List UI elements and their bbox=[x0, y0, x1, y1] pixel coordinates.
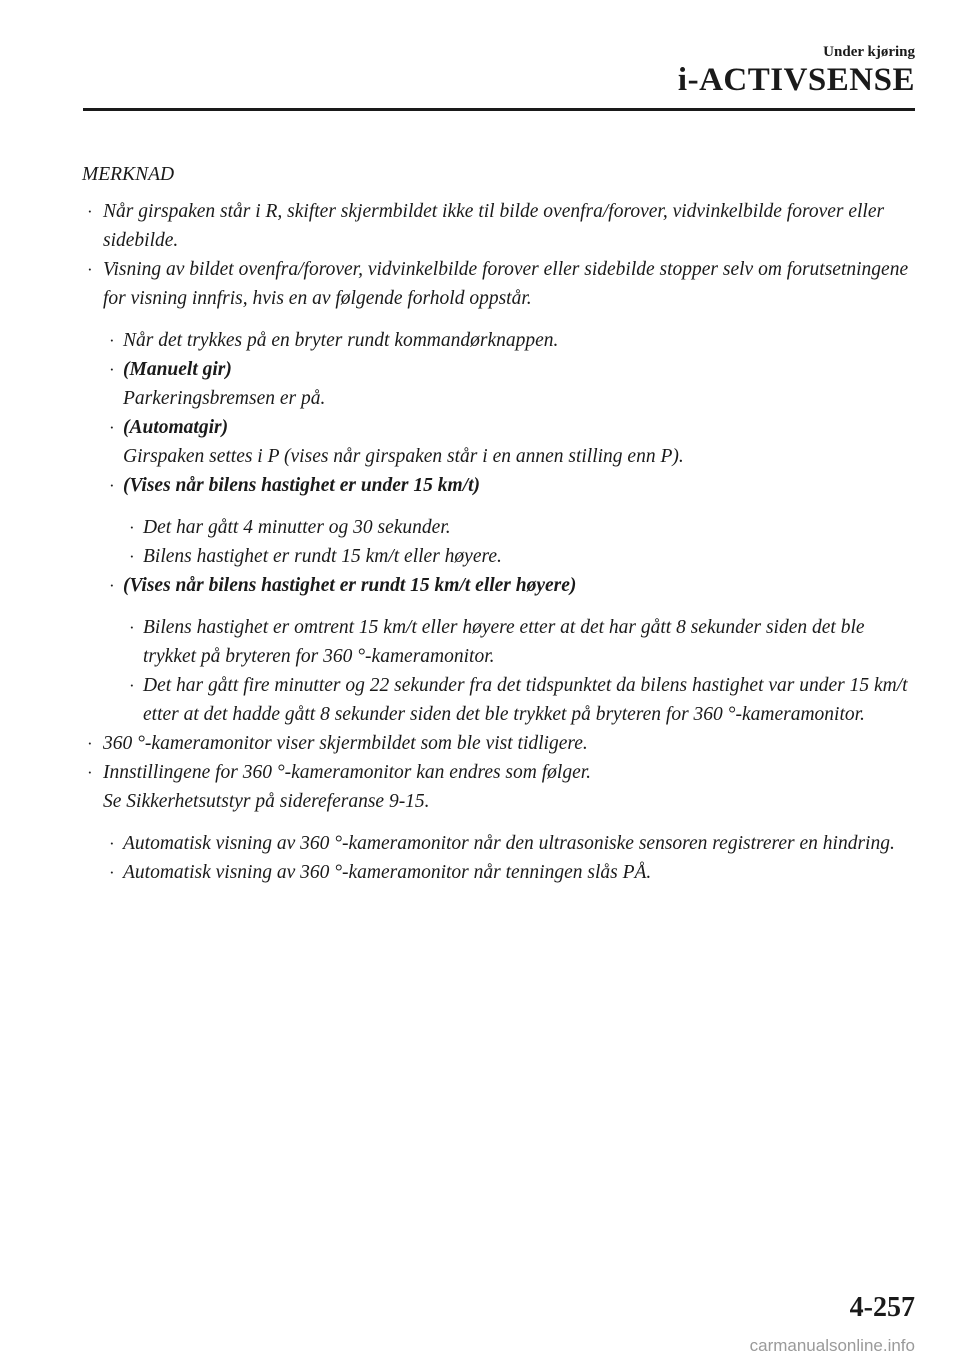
note-box bbox=[82, 160, 912, 887]
page-number: 4-257 bbox=[849, 1292, 915, 1323]
bullet-icon: · bbox=[109, 576, 115, 595]
list-item: · (Manuelt gir) Parkeringsbremsen er på. bbox=[82, 355, 912, 413]
list-item bbox=[82, 471, 912, 500]
item-title: (Automatgir) bbox=[123, 417, 229, 438]
list-item: · Innstillingene for 360 °-kameramonitor kan endres som følger. Se Sikkerhetsutstyr på sidereferanse 9-15. bbox=[82, 758, 912, 816]
page-title: i-ACTIVSENSE bbox=[677, 62, 915, 98]
bullet-icon: · bbox=[109, 360, 115, 379]
bullet-icon: · bbox=[87, 260, 93, 279]
bullet-icon: · bbox=[129, 676, 135, 695]
list-item: · Bilens hastighet er omtrent 15 km/t eller høyere etter at det har gått 8 sekunder siden det ble trykket på bryteren for 360 °-kameramonitor. bbox=[82, 613, 912, 671]
list-item: · Bilens hastighet er rundt 15 km/t eller høyere. bbox=[82, 542, 912, 571]
header-divider bbox=[83, 108, 915, 111]
watermark[interactable]: carmanualsonline.info bbox=[749, 1336, 915, 1355]
list-item: · Når det trykkes på en bryter rundt kommandørknappen. bbox=[82, 326, 912, 355]
item-title: (Manuelt gir) bbox=[123, 359, 232, 380]
list-item: · Det har gått fire minutter og 22 sekunder fra det tidspunktet da bilens hastighet var under 15 km/t etter at det hadde gått 8 sekunder siden det ble trykket på bryteren for 360 °-kameramonitor. bbox=[82, 671, 912, 729]
bullet-icon: · bbox=[129, 618, 135, 637]
list-item: · Visning av bildet ovenfra/forover, vidvinkelbilde forover eller sidebilde stopper selv om forutsetningene for visning innfris, hvis en av følgende forhold oppstår. bbox=[82, 255, 912, 313]
bullet-icon: · bbox=[87, 202, 93, 221]
page-reference: Se Sikkerhetsutstyr på sidereferanse 9-15. bbox=[103, 791, 430, 812]
list-item: · Automatisk visning av 360 °-kameramonitor når tenningen slås PÅ. bbox=[82, 858, 912, 887]
section-title: Under kjøring bbox=[823, 44, 915, 60]
list-item: · Automatisk visning av 360 °-kameramonitor når den ultrasoniske sensoren registrerer en hindring. bbox=[82, 829, 912, 858]
item-title: (Vises når bilens hastighet er under 15 km/t) bbox=[123, 475, 481, 496]
list-item: · Det har gått 4 minutter og 30 sekunder. bbox=[82, 513, 912, 542]
list-item bbox=[82, 571, 912, 600]
bullet-icon: · bbox=[87, 734, 93, 753]
bullet-icon: · bbox=[129, 547, 135, 566]
bullet-icon: · bbox=[109, 418, 115, 437]
bullet-icon: · bbox=[109, 834, 115, 853]
bullet-icon: · bbox=[109, 331, 115, 350]
list-item: · 360 °-kameramonitor viser skjermbildet som ble vist tidligere. bbox=[82, 729, 912, 758]
bullet-icon: · bbox=[87, 763, 93, 782]
list-item: · (Automatgir) Girspaken settes i P (vises når girspaken står i en annen stilling enn P). bbox=[82, 413, 912, 471]
bullet-icon: · bbox=[109, 476, 115, 495]
list-item: · Når girspaken står i R, skifter skjermbildet ikke til bilde ovenfra/forover, vidvinkelbilde forover eller sidebilde. bbox=[82, 197, 912, 255]
bullet-icon: · bbox=[129, 518, 135, 537]
item-title: (Vises når bilens hastighet er rundt 15 km/t eller høyere) bbox=[123, 575, 577, 596]
note-heading: MERKNAD bbox=[82, 164, 175, 185]
bullet-icon: · bbox=[109, 863, 115, 882]
